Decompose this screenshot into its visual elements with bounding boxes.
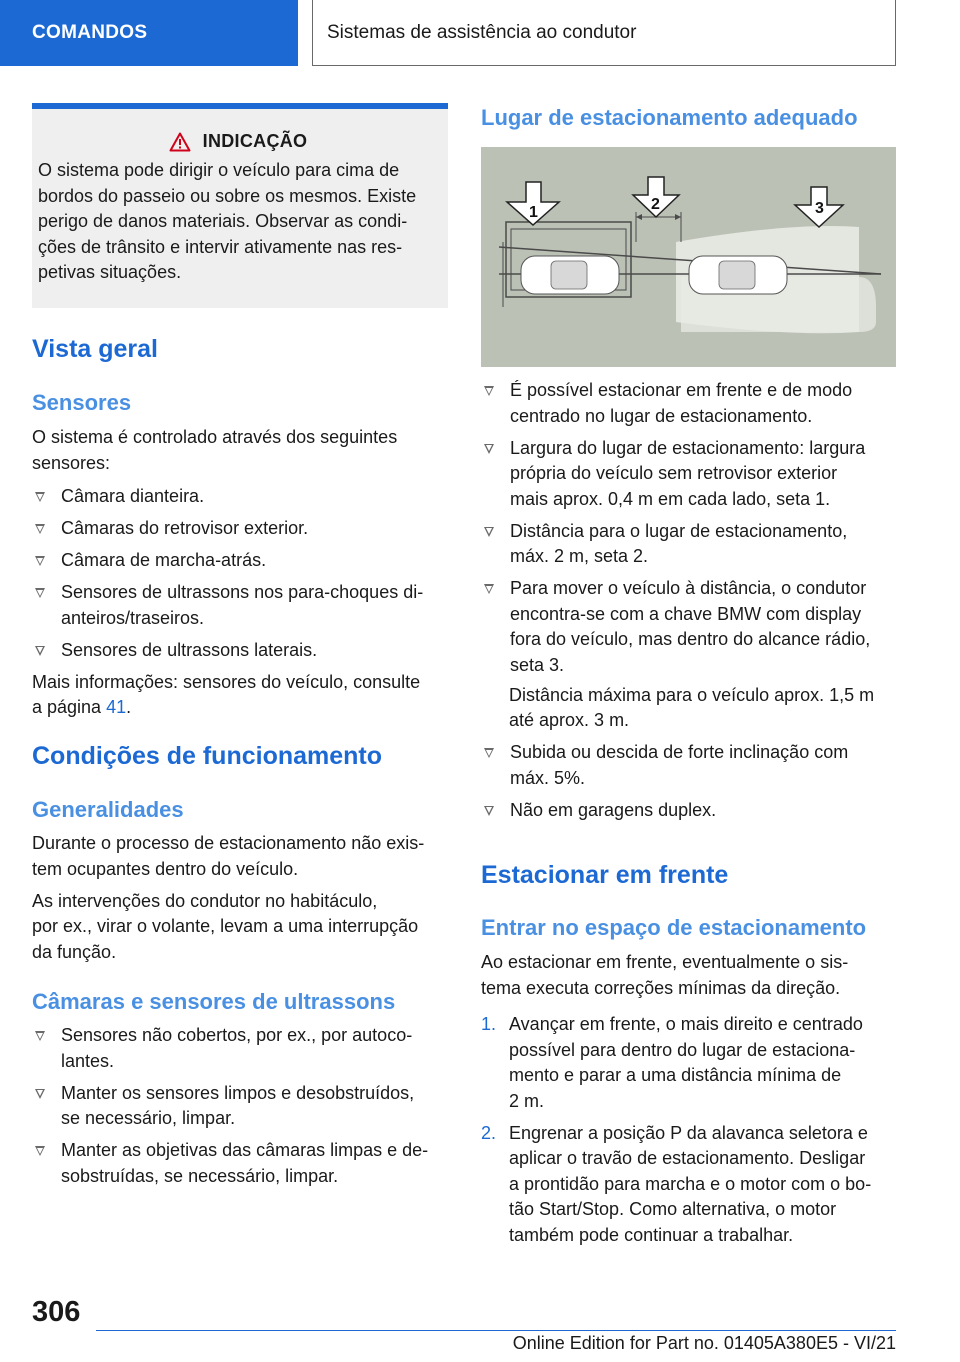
paragraph: As intervenções do condutor no habitáculo, por ex., virar o volante, levam a uma interrupção da função. (32, 890, 419, 962)
step-item: 2. Engrenar a posição P da alavanca seletora e aplicar o travão de estacionamento. Desligar a prontidão para marcha e o motor com o bo- tão Start/Stop. Como alternativa, o motor também pode continuar a trabalhar. (481, 1122, 872, 1245)
text-line: bordos do passeio ou sobre os mesmos. Existe (38, 185, 417, 206)
list-item: Não em garagens duplex. (481, 798, 896, 824)
notice-heading (38, 131, 438, 152)
place-list (481, 378, 896, 678)
step-number: 1. (481, 1014, 497, 1034)
page-number: 306 (32, 1296, 81, 1328)
suitable-place-section (481, 378, 896, 830)
sensors-section (32, 425, 448, 721)
list-item: Câmara dianteira. (32, 484, 448, 510)
triangle-bullet-icon (35, 1031, 45, 1041)
triangle-bullet-icon (484, 748, 494, 758)
page-link[interactable]: 41 (106, 697, 127, 717)
list-item: Manter os sensores limpos e desobstruídos, se necessário, limpar. (32, 1081, 448, 1132)
chapter-title: Sistemas de assistência ao condutor (327, 21, 637, 43)
warning-icon (169, 132, 191, 152)
triangle-bullet-icon (35, 524, 45, 534)
footer-divider (96, 1330, 896, 1331)
paragraph: Mais informações: sensores do veículo, consulte a página 41. (32, 671, 421, 717)
parking-diagram (481, 147, 896, 367)
heading-conditions: Condições de funcionamento (32, 742, 383, 770)
text-line: O sistema pode dirigir o veículo para cima de (38, 160, 400, 180)
notice-title: INDICAÇÃO (202, 131, 308, 151)
list-item: Distância para o lugar de estacionamento, máx. 2 m, seta 2. (481, 519, 896, 570)
step-item: 1. Avançar em frente, o mais direito e centrado possível para dentro do lugar de estaciona- mento e parar a uma distância mínima de 2 m. (481, 1014, 863, 1111)
list-item: Câmara de marcha-atrás. (32, 548, 448, 574)
text-line: petivas situações. (38, 262, 182, 282)
cameras-list (32, 1023, 448, 1189)
list-item: Manter as objetivas das câmaras limpas e de- sobstruídas, se necessário, limpar. (32, 1138, 448, 1189)
heading-suitable-place: Lugar de estacionamento adequado (481, 105, 858, 130)
notice-text (38, 158, 438, 286)
list-item: Câmaras do retrovisor exterior. (32, 516, 448, 542)
sensors-list (32, 484, 448, 663)
heading-overview: Vista geral (32, 335, 159, 363)
steps-list (481, 1012, 896, 1248)
list-item: Sensores de ultrassons nos para-choques di- anteiros/traseiros. (32, 580, 448, 631)
general-section (32, 831, 448, 965)
arrow-label-3: 3 (815, 200, 824, 217)
arrow-label-1: 1 (529, 204, 538, 221)
list-item: Subida ou descida de forte inclinação com máx. 5%. (481, 740, 896, 791)
triangle-bullet-icon (484, 806, 494, 816)
enter-section (481, 950, 896, 1255)
list-item: Largura do lugar de estacionamento: largura própria do veículo sem retrovisor exterior mais aprox. 0,4 m em cada lado, seta 1. (481, 436, 896, 513)
heading-enter-space: Entrar no espaço de estacionamento (481, 915, 867, 940)
triangle-bullet-icon (35, 1146, 45, 1156)
heading-cameras: Câmaras e sensores de ultrassons (32, 989, 396, 1014)
notice-box (32, 103, 448, 308)
text-line: ções de trânsito e intervir ativamente nas res- (38, 236, 403, 257)
heading-sensors: Sensores (32, 390, 132, 415)
heading-forward-parking: Estacionar em frente (481, 861, 729, 889)
list-item: Sensores não cobertos, por ex., por autoco- lantes. (32, 1023, 448, 1074)
paragraph: O sistema é controlado através dos seguintes sensores: (32, 427, 398, 473)
triangle-bullet-icon (484, 386, 494, 396)
triangle-bullet-icon (35, 556, 45, 566)
place-list-2 (481, 740, 896, 823)
paragraph: Ao estacionar em frente, eventualmente o sis- tema executa correções mínimas da direção. (481, 952, 849, 998)
list-item: É possível estacionar em frente e de modo centrado no lugar de estacionamento. (481, 378, 896, 429)
section-tab[interactable] (0, 0, 298, 66)
cameras-section (32, 1023, 448, 1196)
triangle-bullet-icon (484, 444, 494, 454)
list-item: Para mover o veículo à distância, o condutor encontra-se com a chave BMW com display fora do veículo, mas dentro do alcance rádio, seta 3. (481, 576, 896, 678)
chapter-header (312, 0, 896, 66)
section-label: COMANDOS (32, 22, 148, 43)
edition-note: Online Edition for Part no. 01405A380E5 - VI/21 (512, 1333, 896, 1353)
paragraph: Durante o processo de estacionamento não exis- tem ocupantes dentro do veículo. (32, 833, 425, 879)
parking-figure (481, 147, 896, 367)
triangle-bullet-icon (35, 1089, 45, 1099)
arrow-label-2: 2 (651, 196, 660, 213)
triangle-bullet-icon (35, 492, 45, 502)
triangle-bullet-icon (484, 584, 494, 594)
sub-paragraph: Distância máxima para o veículo aprox. 1,5 m até aprox. 3 m. (509, 684, 875, 730)
text-line: perigo de danos materiais. Observar as condi- (38, 211, 408, 231)
triangle-bullet-icon (35, 646, 45, 656)
triangle-bullet-icon (484, 527, 494, 537)
step-number: 2. (481, 1122, 497, 1143)
triangle-bullet-icon (35, 588, 45, 598)
list-item: Sensores de ultrassons laterais. (32, 638, 448, 664)
heading-general: Generalidades (32, 797, 184, 822)
